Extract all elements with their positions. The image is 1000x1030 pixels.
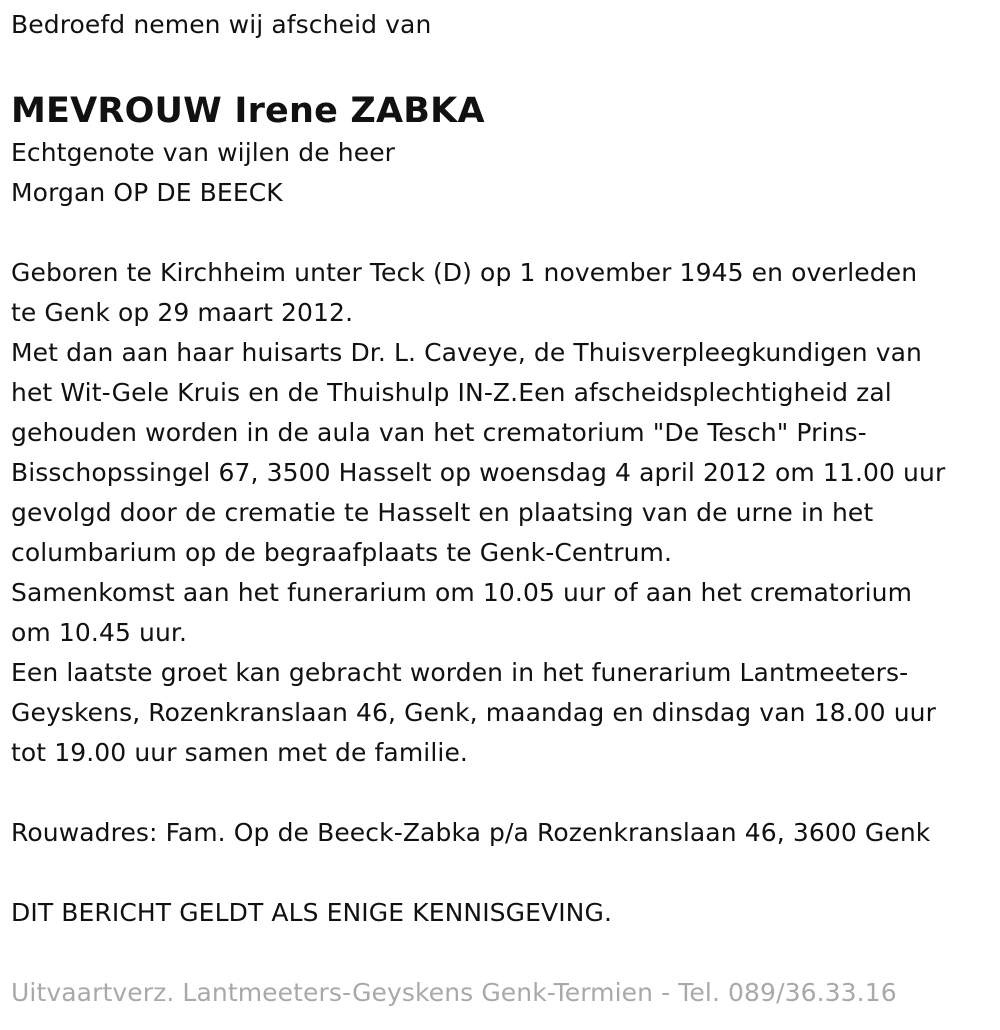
- bio-line: Met dan aan haar huisarts Dr. L. Caveye, de Thuisverpleegkundigen van: [11, 338, 922, 367]
- bio-line: tot 19.00 uur samen met de familie.: [11, 738, 468, 767]
- intro-text: Bedroefd nemen wij afscheid van: [11, 10, 432, 39]
- announcement-notice: DIT BERICHT GELDT ALS ENIGE KENNISGEVING.: [11, 898, 612, 927]
- funeral-home-footer: Uitvaartverz. Lantmeeters-Geyskens Genk-Termien - Tel. 089/36.33.16: [11, 978, 897, 1007]
- bio-line: Bisschopssingel 67, 3500 Hasselt op woensdag 4 april 2012 om 11.00 uur: [11, 458, 946, 487]
- bio-line: te Genk op 29 maart 2012.: [11, 298, 354, 327]
- bio-line: het Wit-Gele Kruis en de Thuishulp IN-Z.Een afscheidsplechtigheid zal: [11, 378, 892, 407]
- spouse-info: [11, 133, 986, 213]
- bio-line: columbarium op de begraafplaats te Genk-Centrum.: [11, 538, 673, 567]
- bio-line: Samenkomst aan het funerarium om 10.05 uur of aan het crematorium: [11, 578, 913, 607]
- deceased-name: MEVROUW Irene ZABKA: [11, 91, 485, 131]
- biography-text: [11, 253, 986, 773]
- obituary-notice: [11, 0, 986, 933]
- bio-line: Een laatste groet kan gebracht worden in het funerarium Lantmeeters-: [11, 658, 909, 687]
- bio-line: gehouden worden in de aula van het crematorium "De Tesch" Prins-: [11, 418, 867, 447]
- spouse-name-line: Morgan OP DE BEECK: [11, 178, 283, 207]
- bio-line: gevolgd door de crematie te Hasselt en plaatsing van de urne in het: [11, 498, 874, 527]
- mourning-address: Rouwadres: Fam. Op de Beeck-Zabka p/a Rozenkranslaan 46, 3600 Genk: [11, 818, 931, 847]
- bio-line: Geboren te Kirchheim unter Teck (D) op 1 november 1945 en overleden: [11, 258, 918, 287]
- bio-line: om 10.45 uur.: [11, 618, 188, 647]
- spouse-line: Echtgenote van wijlen de heer: [11, 138, 396, 167]
- bio-line: Geyskens, Rozenkranslaan 46, Genk, maandag en dinsdag van 18.00 uur: [11, 698, 936, 727]
